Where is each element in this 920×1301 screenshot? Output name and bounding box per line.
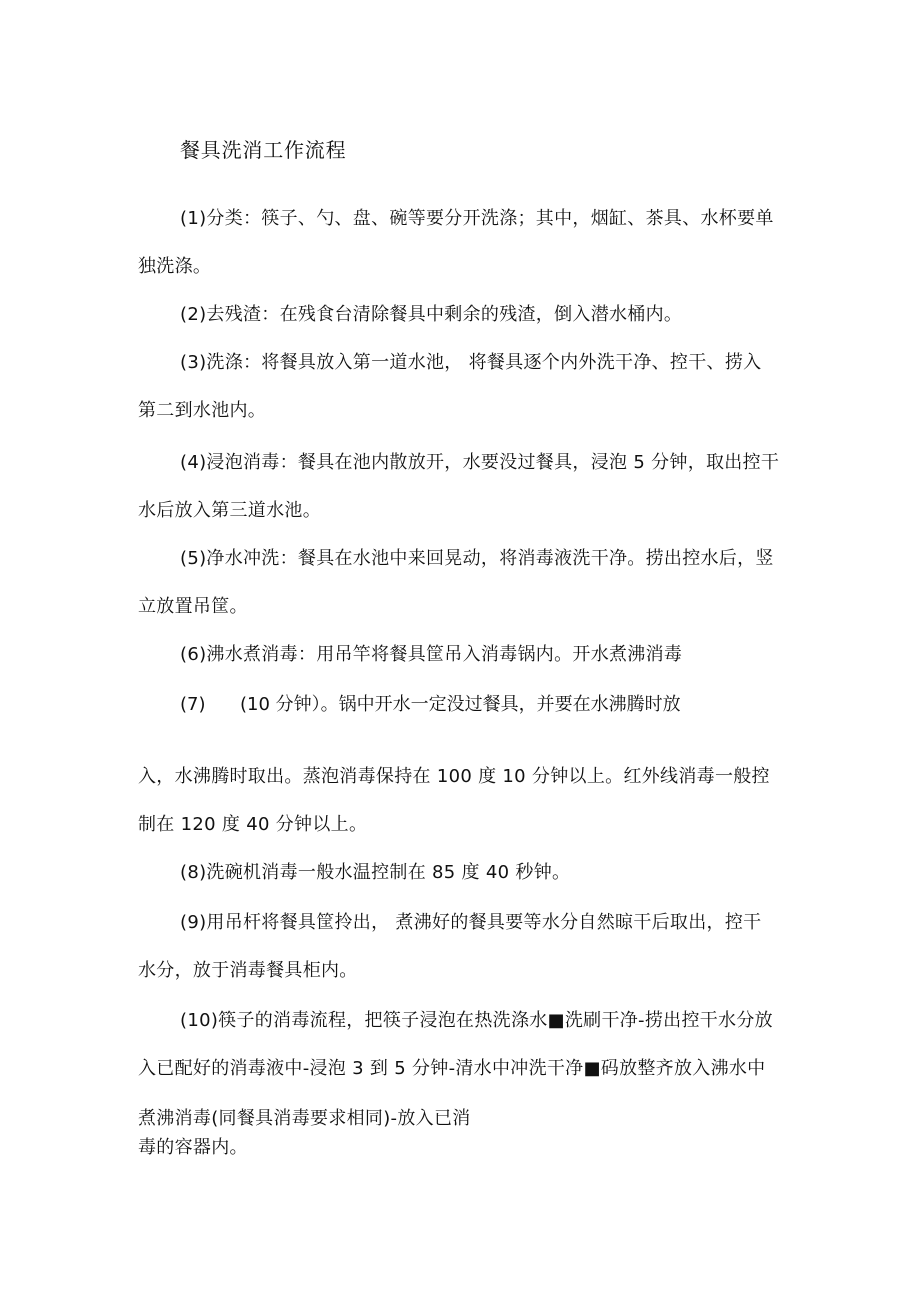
item-7-continuation-line-1: 入，水沸腾时取出。蒸泡消毒保持在 100 度 10 分钟以上。红外线消毒一般控	[138, 766, 770, 787]
item-4-line-1: (4)浸泡消毒：餐具在池内散放开，水要没过餐具，浸泡 5 分钟，取出控干	[180, 452, 780, 473]
item-3-line-1: (3)洗涤：将餐具放入第一道水池， 将餐具逐个内外洗干净、控干、捞入	[180, 352, 762, 373]
item-3-line-2: 第二到水池内。	[138, 400, 267, 421]
item-7-text: (10 分钟）。锅中开水一定没过餐具，并要在水沸腾时放	[240, 694, 681, 715]
item-2-line-1: (2)去残渣：在残食台清除餐具中剩余的残渣，倒入潜水桶内。	[180, 304, 683, 325]
item-7-continuation-line-2: 制在 120 度 40 分钟以上。	[138, 814, 368, 835]
item-5-line-2: 立放置吊筐。	[138, 596, 248, 617]
item-5-line-1: (5)净水冲洗：餐具在水池中来回晃动，将消毒液洗干净。捞出控水后，竖	[180, 548, 774, 569]
item-10-line-4: 毒的容器内。	[138, 1137, 248, 1158]
item-9-line-1: (9)用吊杆将餐具筐拎出， 煮沸好的餐具要等水分自然晾干后取出，控干	[180, 912, 762, 933]
item-6-line-1: (6)沸水煮消毒：用吊竿将餐具筐吊入消毒锅内。开水煮沸消毒	[180, 644, 683, 665]
item-1-line-2: 独洗涤。	[138, 256, 212, 277]
item-1-line-1: (1)分类：筷子、勺、盘、碗等要分开洗涤；其中，烟缸、茶具、水杯要单	[180, 208, 774, 229]
item-10-line-2: 入已配好的消毒液中-浸泡 3 到 5 分钟-清水中冲洗干净■码放整齐放入沸水中	[138, 1058, 766, 1079]
item-8-line-1: (8)洗碗机消毒一般水温控制在 85 度 40 秒钟。	[180, 862, 571, 883]
item-4-line-2: 水后放入第三道水池。	[138, 500, 321, 521]
item-10-line-3: 煮沸消毒(同餐具消毒要求相同)-放入已消	[138, 1108, 471, 1129]
document-title: 餐具洗消工作流程	[180, 138, 347, 162]
item-9-line-2: 水分，放于消毒餐具柜内。	[138, 960, 358, 981]
item-7-number: (7)	[180, 694, 206, 715]
item-10-line-1: (10)筷子的消毒流程，把筷子浸泡在热洗涤水■洗刷干净-捞出控干水分放	[180, 1010, 773, 1031]
